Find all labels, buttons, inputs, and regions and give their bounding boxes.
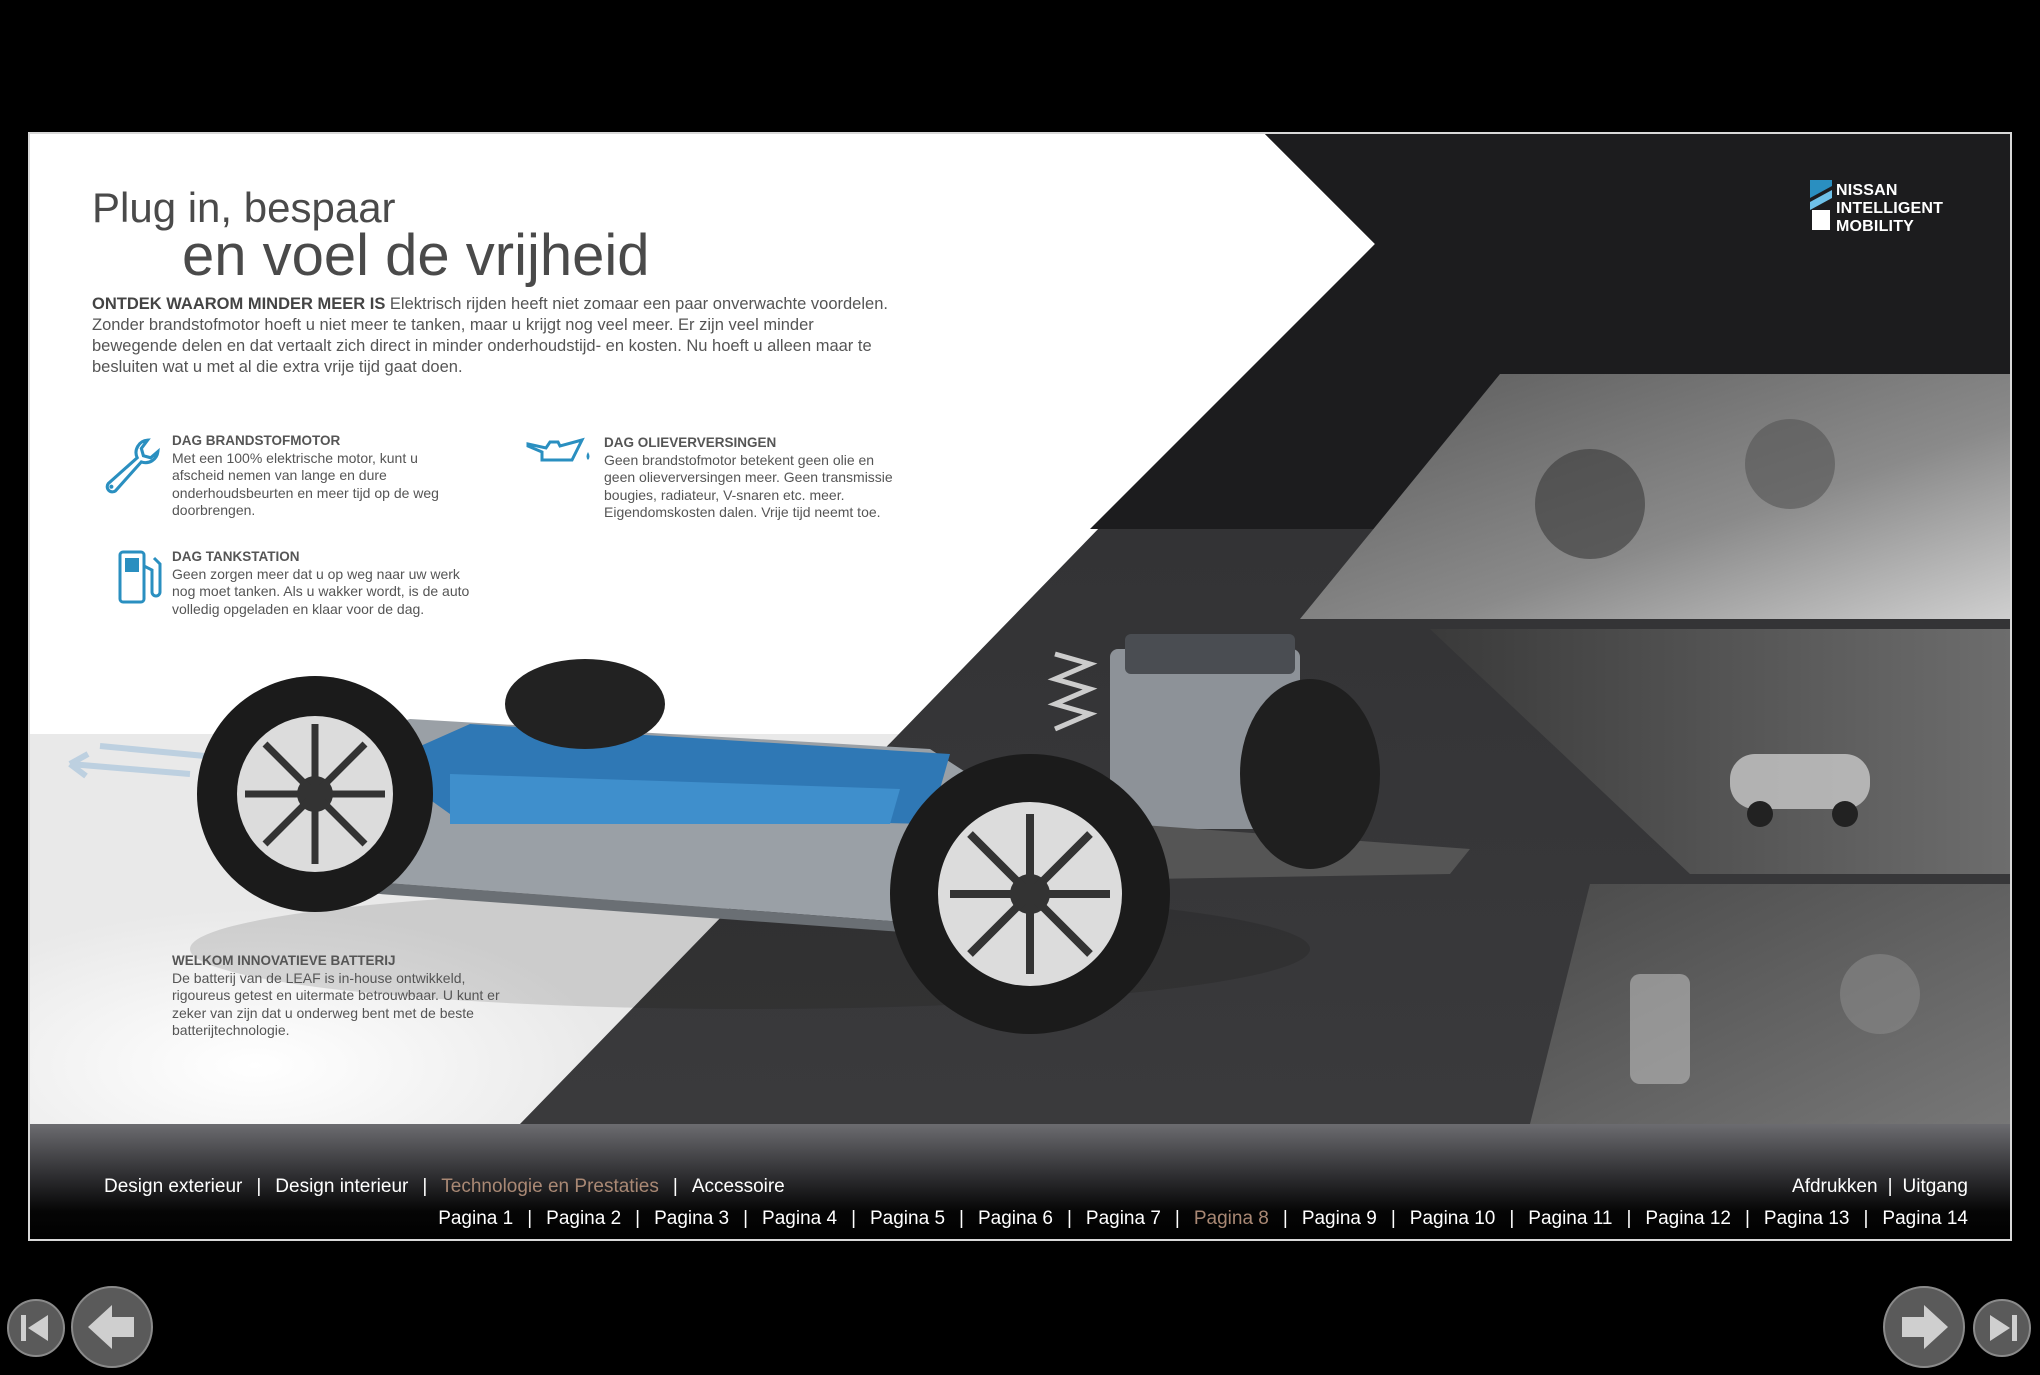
previous-page-button[interactable] (70, 1285, 154, 1369)
nav-accessoire[interactable]: Accessoire (691, 1176, 785, 1197)
page-link-8[interactable]: Pagina 8 (1193, 1208, 1269, 1229)
page-link-7[interactable]: Pagina 7 (1085, 1208, 1161, 1229)
page-link-14[interactable]: Pagina 14 (1882, 1208, 1968, 1229)
feature-station-title: DAG TANKSTATION (172, 549, 300, 564)
page-link-5[interactable]: Pagina 5 (870, 1208, 946, 1229)
feature-station-text: Geen zorgen meer dat u op weg naar uw werk nog moet tanken. Als u wakker wordt, is de auto volledig opgeladen en klaar voor de dag. (172, 565, 470, 617)
exit-link[interactable]: Uitgang (1902, 1176, 1968, 1197)
action-nav: Afdrukken | Uitgang (1792, 1176, 1968, 1197)
feature-oil (604, 434, 904, 522)
page-nav: Pagina 1 | Pagina 2 | Pagina 3 | Pagina 4 | Pagina 5 | Pagina 6 | Pagina 7 | Pagina 8 | Pagina 9 | Pagina 10 | Pagina 11 | Pagina 12 | Pagina 13 | Pagina 14 (438, 1208, 1968, 1229)
feature-oil-title: DAG OLIEVERVERSINGEN (604, 435, 777, 450)
logo-line2: INTELLIGENT (1836, 200, 1944, 217)
next-page-button[interactable] (1882, 1285, 1966, 1369)
logo-line3: MOBILITY (1836, 218, 1915, 235)
feature-battery-title: WELKOM INNOVATIEVE BATTERIJ (172, 953, 396, 968)
front-wheel-right (1240, 679, 1380, 869)
feature-battery-text: De batterij van de LEAF is in-house ontwikkeld, rigoureus getest en uitermate betrouwbaar. U kunt er zeker van zijn dat u onderweg bent met de beste batterijtechnologie. (172, 969, 500, 1038)
page-link-10[interactable]: Pagina 10 (1409, 1208, 1496, 1229)
page-link-6[interactable]: Pagina 6 (977, 1208, 1053, 1229)
feature-engine-title: DAG BRANDSTOFMOTOR (172, 433, 341, 448)
page-link-12[interactable]: Pagina 12 (1645, 1208, 1731, 1229)
page-link-13[interactable]: Pagina 13 (1763, 1208, 1850, 1229)
brochure-page (28, 132, 2012, 1241)
page-link-4[interactable]: Pagina 4 (762, 1208, 838, 1229)
feature-battery (172, 952, 512, 1040)
page-link-11[interactable]: Pagina 11 (1528, 1208, 1613, 1229)
fuel-pump-icon (116, 548, 162, 606)
nav-technologie-en-prestaties[interactable]: Technologie en Prestaties (441, 1176, 659, 1197)
intro-text (92, 294, 892, 378)
section-nav: Design exterieur | Design interieur | Technologie en Prestaties | Accessoire (104, 1176, 785, 1197)
feature-station (172, 548, 472, 618)
print-link[interactable]: Afdrukken (1792, 1176, 1878, 1197)
page-link-9[interactable]: Pagina 9 (1301, 1208, 1377, 1229)
intro-body: Elektrisch rijden heeft niet zomaar een paar onverwachte voordelen. Zonder brandstofmotor hoeft u niet meer te tanken, maar u krijgt nog veel meer. Er zijn veel minder bewegende delen en dat vertaalt zich direct in minder onderhoudstijd- en kosten. Nu hoeft u alleen maar te besluiten wat u met al die extra vrije tijd gaat doen. (92, 295, 888, 376)
intro-lead: ONTDEK WAAROM MINDER MEER IS (92, 295, 386, 313)
wrench-icon (100, 434, 162, 496)
photo-people-panel (1530, 884, 2010, 1124)
nav-design-exterieur[interactable]: Design exterieur (104, 1176, 243, 1197)
feature-engine (172, 432, 472, 520)
feature-engine-text: Met een 100% elektrische motor, kunt u afscheid nemen van lange en dure onderhoudsbeurten en meer tijd op de weg doorbrengen. (172, 449, 439, 518)
feature-oil-text: Geen brandstofmotor betekent geen olie en geen olieverversingen meer. Geen transmissie bougies, radiateur, V-snaren etc. meer. Eigendomskosten dalen. Vrije tijd neemt toe. (604, 451, 893, 520)
rear-wheel-right (505, 659, 665, 749)
last-page-button[interactable] (1972, 1298, 2032, 1358)
page-link-1[interactable]: Pagina 1 (438, 1208, 514, 1229)
headline-line1: Plug in, bespaar (92, 184, 396, 231)
page-link-3[interactable]: Pagina 3 (654, 1208, 730, 1229)
first-page-button[interactable] (6, 1298, 66, 1358)
nav-design-interieur[interactable]: Design interieur (275, 1176, 409, 1197)
headline-line2: en voel de vrijheid (182, 223, 650, 288)
logo-line1: NISSAN (1836, 182, 1898, 199)
logo-text (1836, 182, 1943, 236)
oil-can-icon (524, 432, 596, 472)
nissan-intelligent-mobility-logo (1810, 180, 1832, 232)
page-link-2[interactable]: Pagina 2 (546, 1208, 622, 1229)
